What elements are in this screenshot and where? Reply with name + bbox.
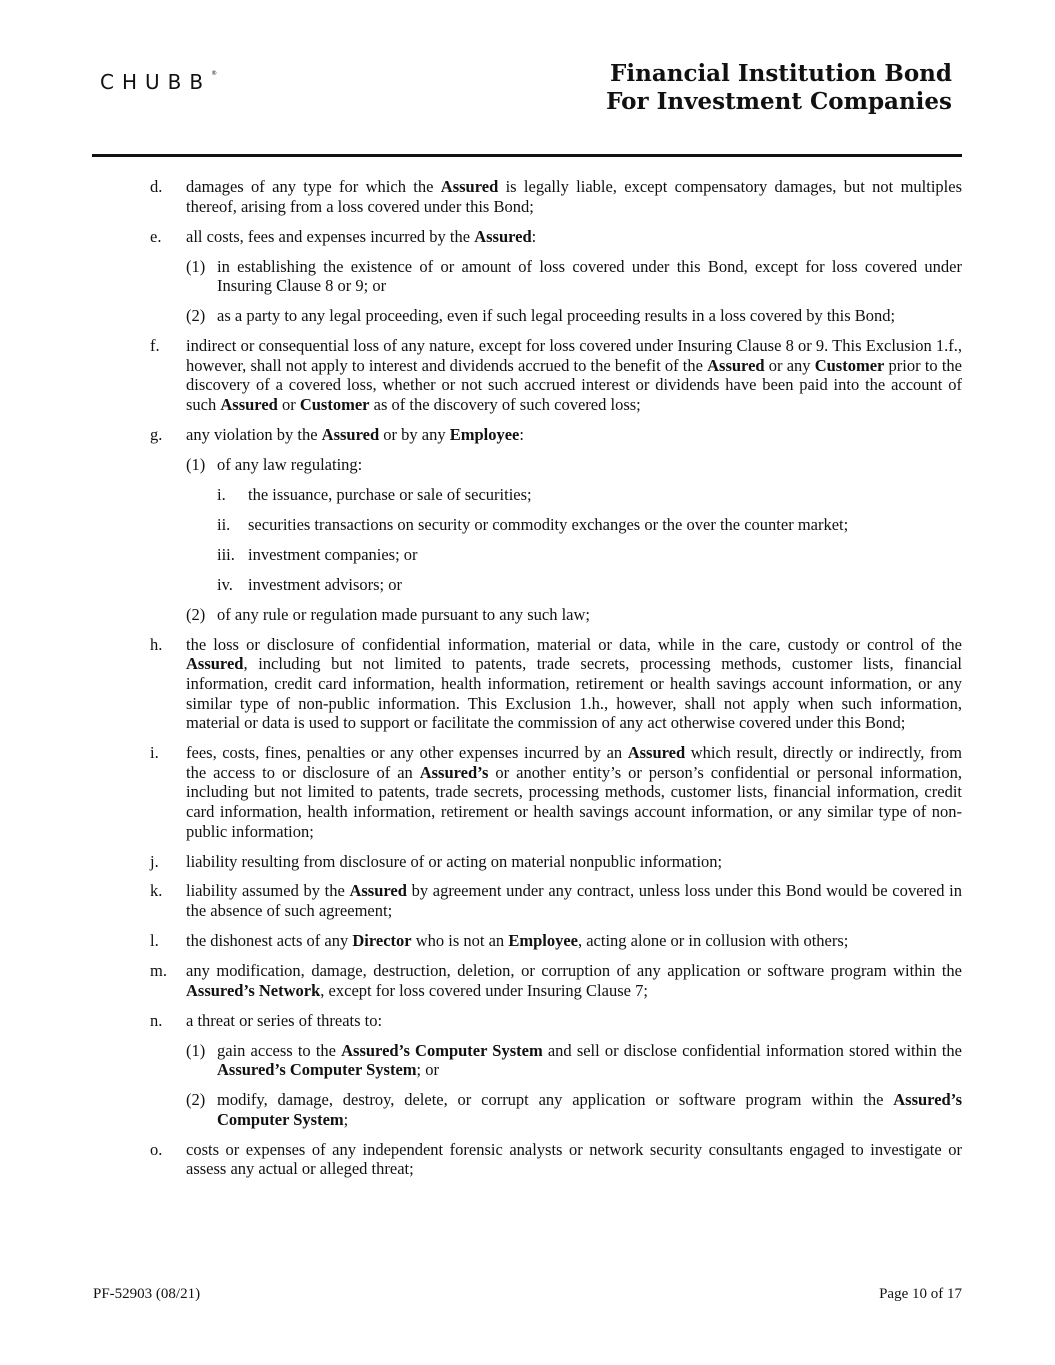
item-label: (1) [186, 256, 206, 276]
item-text: the issuance, purchase or sale of securities; [248, 484, 532, 504]
item-label: h. [150, 634, 163, 654]
exclusion-f [150, 336, 962, 414]
item-text: any violation by the Assured or by any Employee: [186, 424, 524, 444]
exclusion-g-1 [186, 455, 962, 475]
item-label: (1) [186, 454, 206, 474]
item-label: (2) [186, 306, 206, 326]
exclusion-m [150, 961, 962, 1000]
item-label: n. [150, 1010, 163, 1030]
exclusion-g-1-i [217, 485, 962, 505]
exclusion-o [150, 1140, 962, 1179]
logo-text: CHUBB [100, 70, 212, 94]
item-label: m. [150, 961, 167, 981]
item-label: (2) [186, 604, 206, 624]
item-text: gain access to the Assured’s Computer System and sell or disclose confidential information stored within the Assured’s Computer System; or [217, 1040, 962, 1080]
item-label: j. [150, 851, 159, 871]
exclusion-n-2 [186, 1090, 962, 1129]
item-label: (1) [186, 1040, 206, 1060]
document-title [606, 60, 952, 116]
item-text: modify, damage, destroy, delete, or corrupt any application or software program within the Assured’s Computer System; [217, 1090, 962, 1129]
item-text: indirect or consequential loss of any nature, except for loss covered under Insuring Clause 8 or 9. This Exclusion 1.f., however, shall not apply to interest and dividends accrued to the benefit of the Assured or any Customer prior to the discovery of a covered loss, whether or not such accrued interest or dividends have been paid into the account of such Assured or Customer as of the discovery of such covered loss; [186, 336, 962, 414]
item-label: iii. [217, 544, 235, 564]
item-label: g. [150, 424, 163, 444]
item-text: costs or expenses of any independent forensic analysts or network security consultants engaged to investigate or assess any actual or alleged threat; [186, 1139, 962, 1179]
item-label: l. [150, 931, 159, 951]
exclusion-e [150, 227, 962, 247]
logo-registered-mark: ® [211, 70, 218, 77]
item-text: damages of any type for which the Assured is legally liable, except compensatory damages, but not multiples thereof, arising from a loss covered under this Bond; [186, 177, 962, 216]
exclusion-i [150, 743, 962, 841]
exclusion-k [150, 881, 962, 920]
item-label: f. [150, 336, 160, 356]
item-text: liability resulting from disclosure of or acting on material nonpublic information; [186, 851, 723, 871]
item-label: d. [150, 177, 163, 196]
item-text: investment advisors; or [248, 574, 402, 594]
item-text: fees, costs, fines, penalties or any other expenses incurred by an Assured which result, directly or indirectly, from the access to or disclosure of an Assured’s or another entity’s or person’s confidential or personal information, including but not limited to patents, trade secrets, processing methods, customer lists, financial information, credit card information, health information, retirement or health savings account information, or any similar type of non-public information; [186, 743, 963, 841]
item-label: i. [150, 743, 159, 763]
item-label: e. [150, 226, 162, 246]
item-text: as a party to any legal proceeding, even if such legal proceeding results in a loss covered by this Bond; [217, 306, 896, 326]
exclusions-list [150, 177, 962, 1189]
title-line-1: Financial Institution Bond [610, 60, 952, 87]
item-text: in establishing the existence of or amount of loss covered under this Bond, except for loss covered under Insuring Clause 8 or 9; or [217, 256, 962, 296]
item-text: all costs, fees and expenses incurred by the Assured: [186, 226, 537, 246]
exclusion-h [150, 635, 962, 733]
item-text: liability assumed by the Assured by agreement under any contract, unless loss under this Bond would be covered in the absence of such agreement; [186, 881, 962, 921]
item-text: investment companies; or [248, 544, 418, 564]
form-number: PF-52903 (08/21) [93, 1286, 201, 1302]
item-text: a threat or series of threats to: [186, 1010, 383, 1030]
item-label: ii. [217, 514, 231, 534]
exclusion-j [150, 852, 962, 872]
item-label: i. [217, 484, 226, 504]
exclusion-g-1-ii [217, 515, 962, 535]
exclusion-e-2 [186, 306, 962, 326]
item-label: iv. [217, 574, 233, 594]
exclusion-g-1-iii [217, 545, 962, 565]
exclusion-g-1-iv [217, 575, 962, 595]
exclusion-d [150, 177, 962, 216]
chubb-logo [100, 70, 217, 94]
exclusion-l [150, 931, 962, 951]
title-line-2: For Investment Companies [606, 88, 952, 115]
item-text: of any rule or regulation made pursuant to any such law; [217, 604, 590, 624]
exclusion-g-2 [186, 605, 962, 625]
item-label: k. [150, 881, 163, 901]
exclusion-n-1 [186, 1041, 962, 1080]
item-text: of any law regulating: [217, 454, 363, 474]
exclusion-e-1 [186, 257, 962, 296]
item-text: any modification, damage, destruction, deletion, or corruption of any application or software program within the Assured’s Network, except for loss covered under Insuring Clause 7; [186, 961, 962, 1000]
page-number: Page 10 of 17 [879, 1286, 962, 1302]
exclusion-n [150, 1011, 962, 1031]
exclusion-g [150, 425, 962, 445]
item-text: the dishonest acts of any Director who is not an Employee, acting alone or in collusion with others; [186, 931, 849, 951]
item-text: securities transactions on security or commodity exchanges or the over the counter market; [248, 514, 849, 534]
item-text: the loss or disclosure of confidential information, material or data, while in the care, custody or control of the Assured, including but not limited to patents, trade secrets, processing methods, customer lists, financial information, credit card information, health information, retirement or health savings account information, or any similar type of non-public information. This Exclusion 1.h., however, shall not apply when such information, material or data is used to support or facilitate the commission of any act otherwise covered under this Bond; [186, 634, 962, 733]
item-label: (2) [186, 1090, 206, 1110]
header-divider [92, 154, 962, 157]
item-label: o. [150, 1139, 163, 1159]
